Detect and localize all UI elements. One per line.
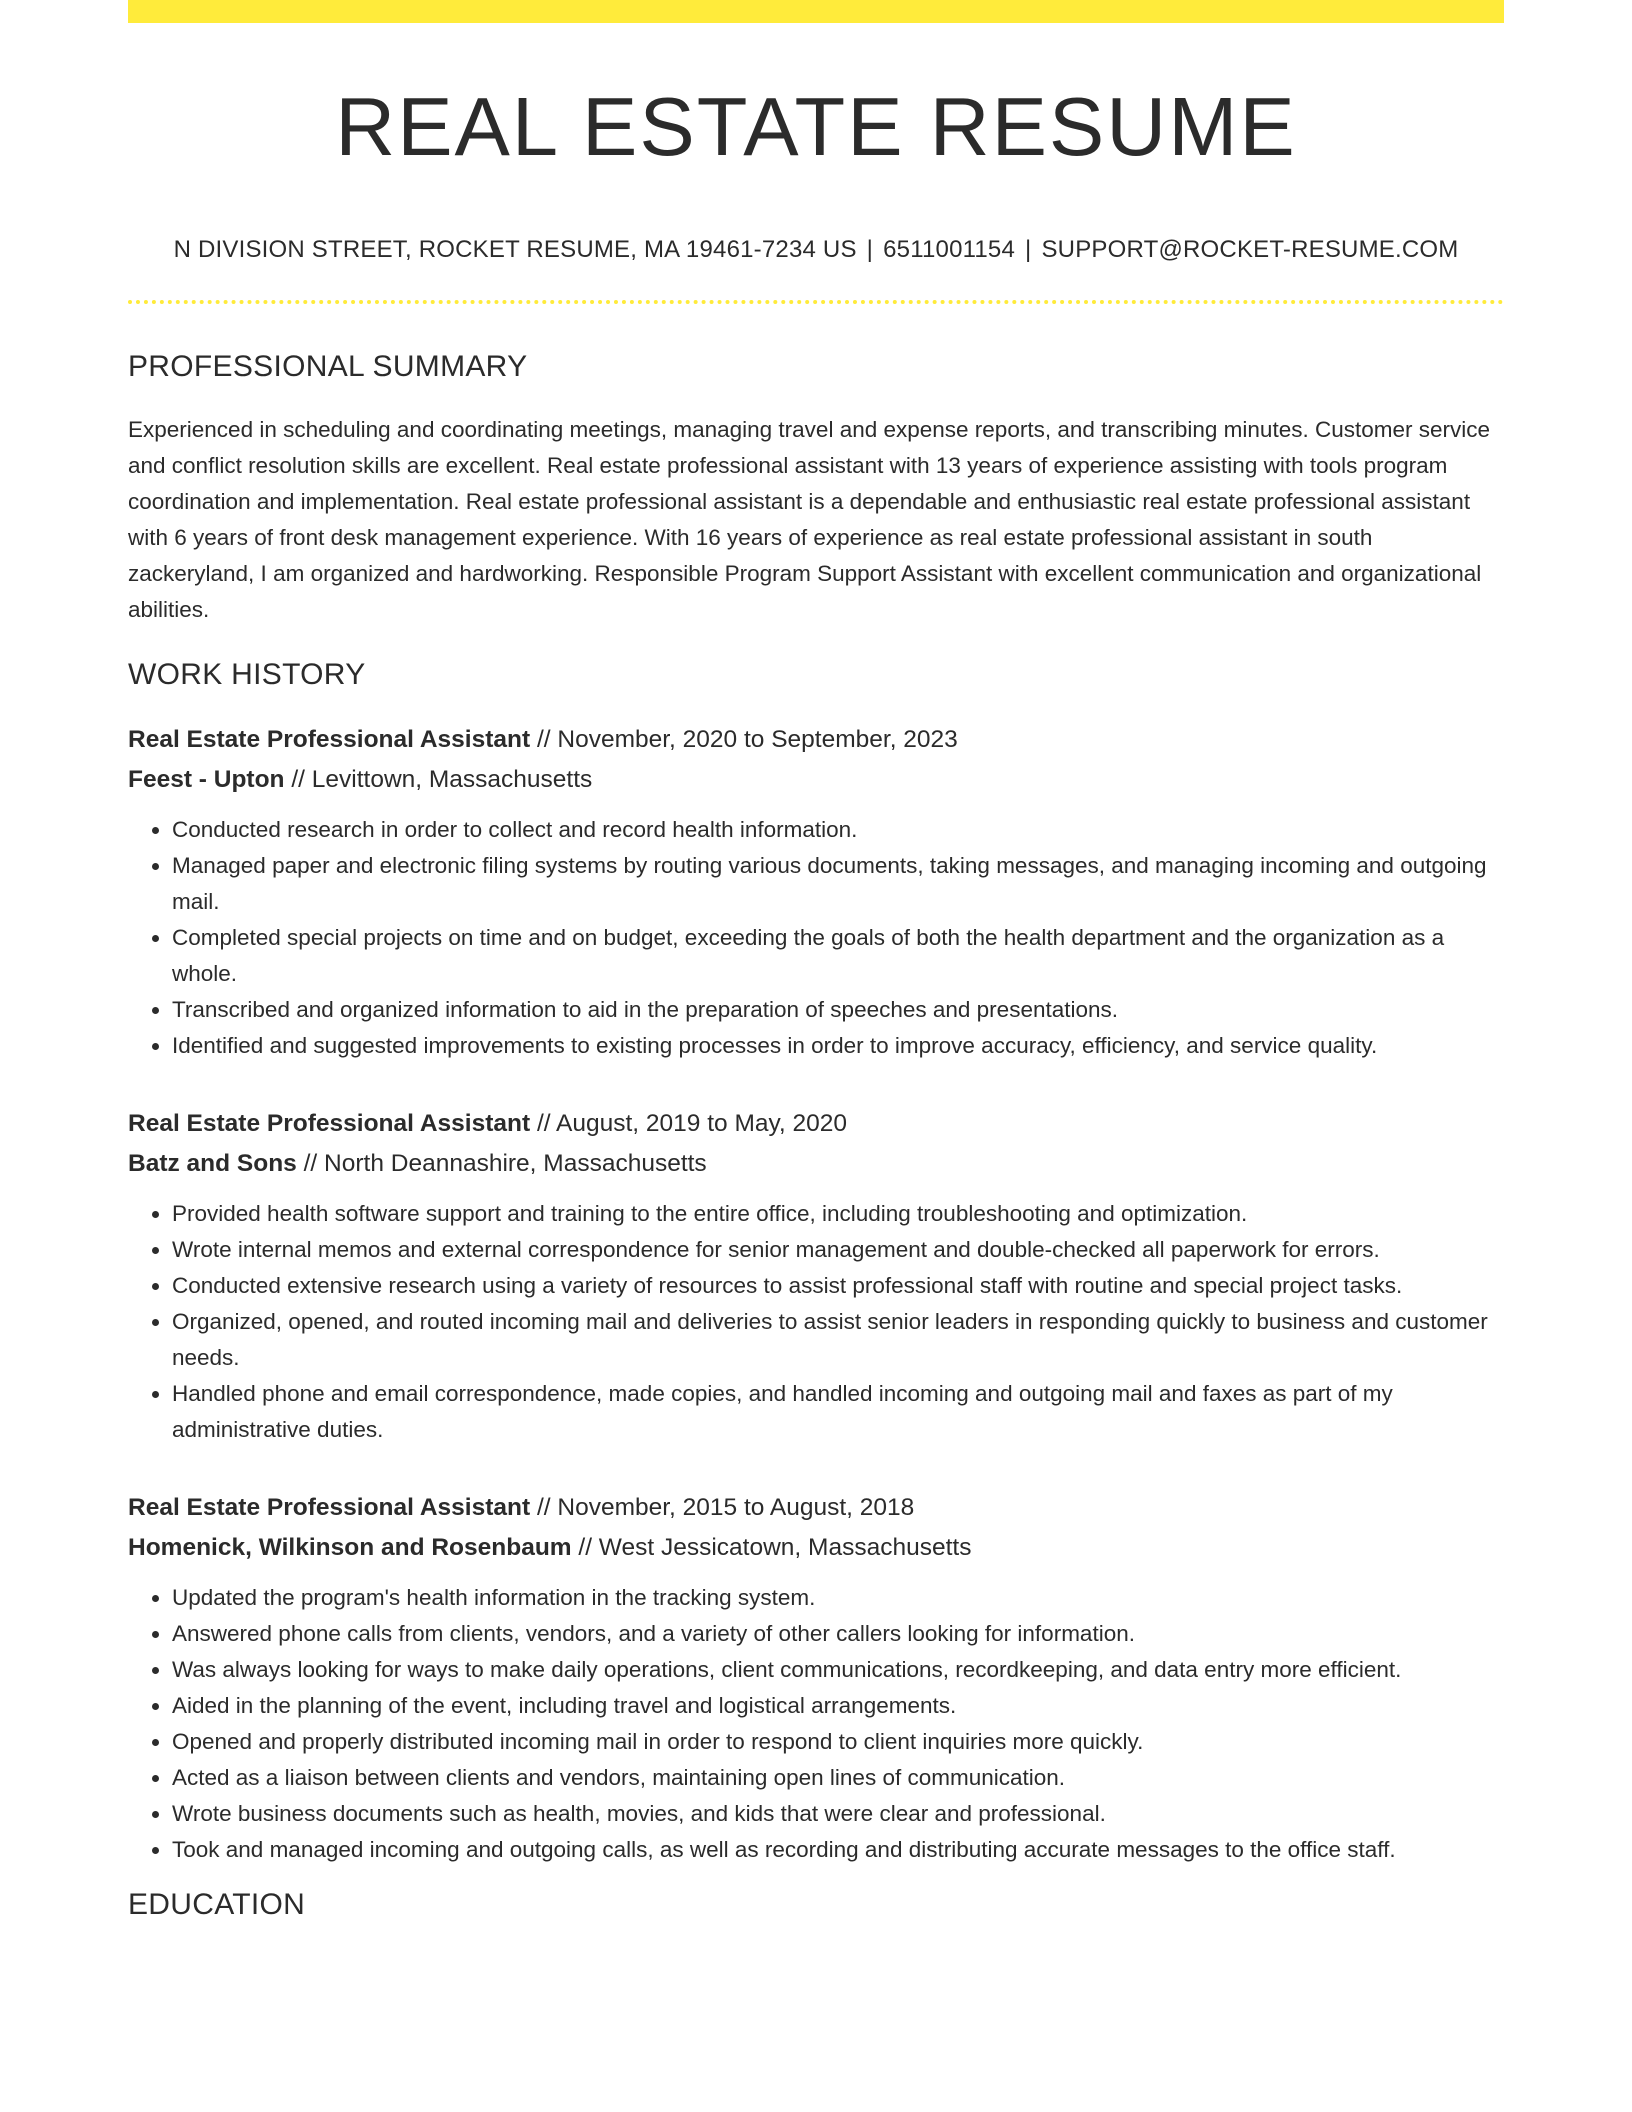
work-history-heading: WORK HISTORY	[128, 658, 366, 691]
job-location: // North Deannashire, Massachusetts	[303, 1150, 707, 1177]
job-duty: • Provided health software support and training to the entire office, including troubleshooting and optimization.	[172, 1196, 1504, 1232]
dotted-divider	[128, 300, 1504, 304]
job-location: // Levittown, Massachusetts	[291, 766, 593, 793]
contact-email: SUPPORT@ROCKET-RESUME.COM	[1041, 236, 1459, 263]
contact-line	[128, 236, 1504, 264]
job-entry	[128, 1104, 1504, 1448]
job-duty: • Handled phone and email correspondence, made copies, and handled incoming and outgoing mail and faxes as part of my administrative duties.	[172, 1376, 1504, 1448]
contact-address: N DIVISION STREET, ROCKET RESUME, MA 19461-7234 US	[173, 236, 857, 263]
job-duty: • Transcribed and organized information to aid in the preparation of speeches and presentations.	[172, 992, 1504, 1028]
job-duties-list	[128, 812, 1504, 1064]
job-dates: // August, 2019 to May, 2020	[536, 1110, 848, 1137]
job-title-line	[128, 1104, 1504, 1144]
job-company-line	[128, 1144, 1504, 1184]
job-title-line	[128, 720, 1504, 760]
top-accent-bar	[128, 0, 1504, 23]
job-duty: • Conducted extensive research using a variety of resources to assist professional staff with routine and special project tasks.	[172, 1268, 1504, 1304]
contact-separator: |	[1025, 236, 1032, 263]
job-duty: • Identified and suggested improvements to existing processes in order to improve accuracy, efficiency, and service quality.	[172, 1028, 1504, 1064]
job-duty: • Managed paper and electronic filing systems by routing various documents, taking messages, and managing incoming and outgoing mail.	[172, 848, 1504, 920]
job-entry	[128, 720, 1504, 1064]
job-title: Real Estate Professional Assistant	[128, 726, 531, 753]
job-duties-list	[128, 1580, 1504, 1868]
resume-title: REAL ESTATE RESUME	[335, 80, 1297, 173]
job-duty: • Completed special projects on time and on budget, exceeding the goals of both the health department and the organization as a whole.	[172, 920, 1504, 992]
job-duty: • Wrote business documents such as health, movies, and kids that were clear and professional.	[172, 1796, 1504, 1832]
job-title: Real Estate Professional Assistant	[128, 1110, 531, 1137]
job-duty: • Was always looking for ways to make daily operations, client communications, recordkeeping, and data entry more efficient.	[172, 1652, 1504, 1688]
job-entry	[128, 1488, 1504, 1868]
job-duty: • Organized, opened, and routed incoming mail and deliveries to assist senior leaders in responding quickly to business and customer needs.	[172, 1304, 1504, 1376]
job-duty: • Acted as a liaison between clients and vendors, maintaining open lines of communication.	[172, 1760, 1504, 1796]
summary-heading: PROFESSIONAL SUMMARY	[128, 350, 528, 383]
education-heading: EDUCATION	[128, 1888, 306, 1921]
contact-phone: 6511001154	[883, 236, 1016, 263]
job-dates: // November, 2015 to August, 2018	[536, 1494, 915, 1521]
job-duty: • Conducted research in order to collect and record health information.	[172, 812, 1504, 848]
job-title-line	[128, 1488, 1504, 1528]
job-duty: • Answered phone calls from clients, vendors, and a variety of other callers looking for information.	[172, 1616, 1504, 1652]
job-company-line	[128, 1528, 1504, 1568]
job-duty: • Updated the program's health information in the tracking system.	[172, 1580, 1504, 1616]
job-company: Batz and Sons	[128, 1150, 297, 1177]
contact-separator: |	[866, 236, 874, 263]
resume-page	[128, 0, 1504, 1922]
job-company: Homenick, Wilkinson and Rosenbaum	[128, 1534, 572, 1561]
job-duty: • Aided in the planning of the event, including travel and logistical arrangements.	[172, 1688, 1504, 1724]
summary-text: Experienced in scheduling and coordinating meetings, managing travel and expense reports, and transcribing minutes. Customer service and conflict resolution skills are excellent. Real estate professional assistant with 13 years of experience assisting with tools program coordination and implementation. Real estate professional assistant is a dependable and enthusiastic real estate professional assistant with 6 years of front desk management experience. With 16 years of experience as real estate professional assistant in south zackeryland, I am organized and hardworking. Responsible Program Support Assistant with excellent communication and organizational abilities.	[128, 417, 1491, 622]
job-duties-list	[128, 1196, 1504, 1448]
job-duty: • Opened and properly distributed incoming mail in order to respond to client inquiries more quickly.	[172, 1724, 1504, 1760]
job-duty: • Took and managed incoming and outgoing calls, as well as recording and distributing accurate messages to the office staff.	[172, 1832, 1504, 1868]
job-location: // West Jessicatown, Massachusetts	[578, 1534, 972, 1561]
job-company-line	[128, 760, 1504, 800]
job-title: Real Estate Professional Assistant	[128, 1494, 531, 1521]
job-company: Feest - Upton	[128, 766, 285, 793]
job-duty: • Wrote internal memos and external correspondence for senior management and double-checked all paperwork for errors.	[172, 1232, 1504, 1268]
job-dates: // November, 2020 to September, 2023	[536, 726, 958, 753]
